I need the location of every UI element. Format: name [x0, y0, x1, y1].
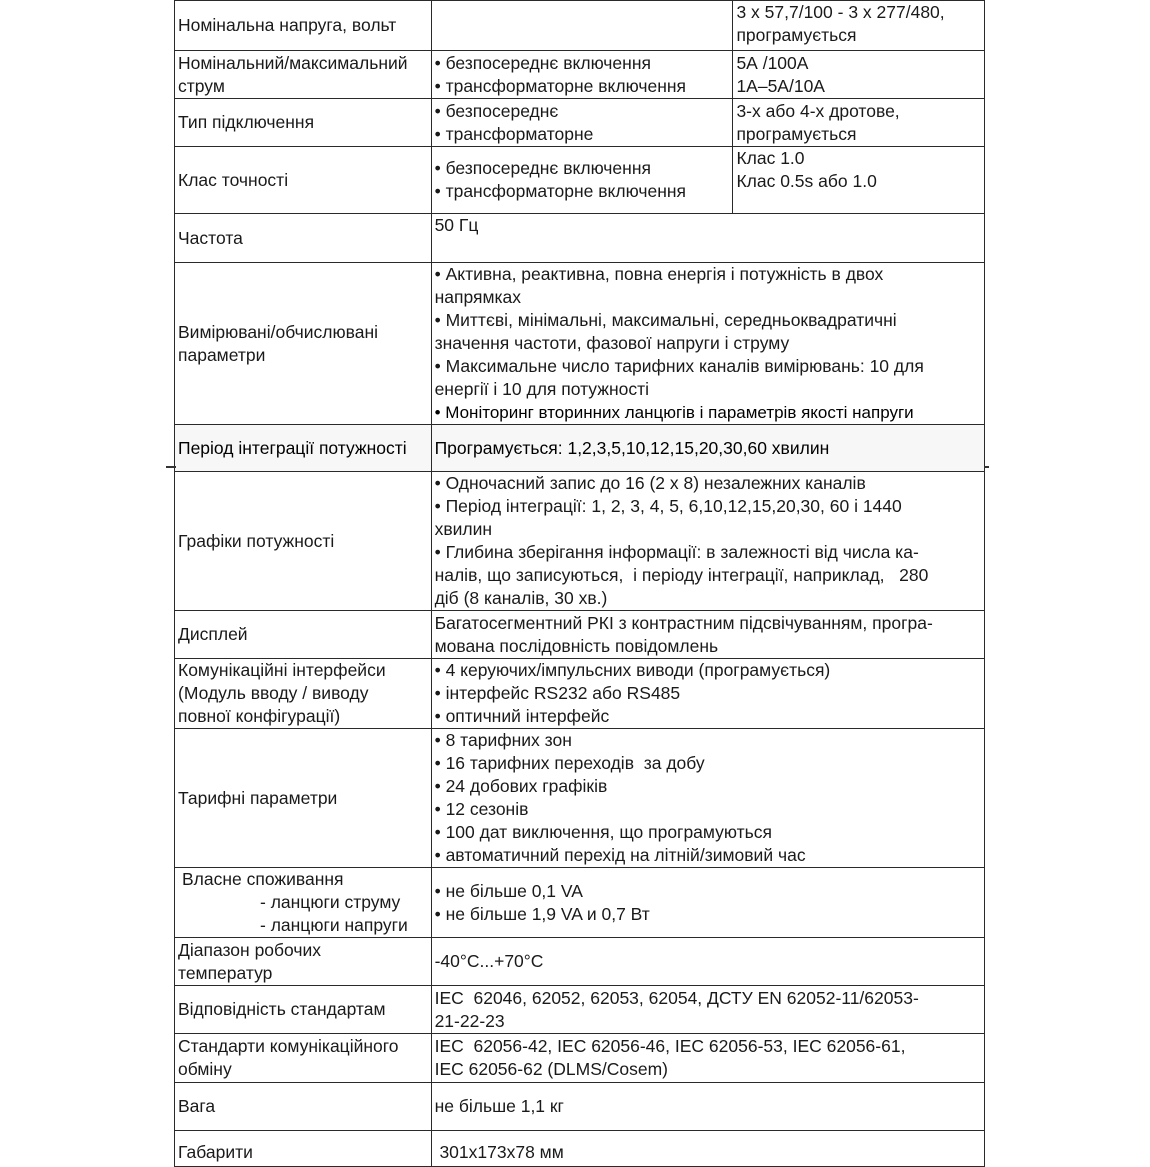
value-line: 301x173x78 мм	[434, 1142, 564, 1162]
value-line: програмується	[736, 123, 857, 144]
value-line: IEC 62056-42, IEC 62056-46, IEC 62056-53, IEC 62056-61,	[434, 1036, 906, 1056]
table-row	[175, 986, 985, 1034]
label-line: Вимірювані/обчислювані	[178, 321, 379, 342]
middle-line: • безпосереднє включення	[434, 52, 651, 73]
row-label	[175, 147, 432, 214]
label-line: - ланцюги напруги	[260, 915, 408, 935]
label-line: Комунікаційні інтерфейси	[178, 660, 386, 680]
value-line: напрямках	[434, 287, 522, 307]
row-label	[175, 986, 432, 1034]
label-line: Власне споживання	[182, 869, 344, 889]
row-label	[175, 99, 432, 147]
value-line: мована послідовність повідомлень	[434, 635, 719, 656]
row-label	[175, 659, 432, 729]
value-line: -40°C...+70°C	[434, 951, 544, 971]
row-value	[431, 1034, 984, 1083]
table-row	[175, 1083, 985, 1131]
value-line: значення частоти, фазової напруги і струму	[434, 333, 790, 353]
value-line: • 100 дат виключення, що програмуються	[434, 822, 772, 842]
label-line: Габарити	[178, 1142, 253, 1162]
value-line: 5А /100А	[736, 52, 809, 73]
value-line: Програмується: 1,2,3,5,10,12,15,20,30,60 хвилин	[434, 437, 830, 458]
row-label	[175, 1083, 432, 1131]
row-value	[431, 425, 984, 472]
row-label	[175, 472, 432, 611]
table-row	[175, 51, 985, 99]
label-line: параметри	[178, 344, 266, 365]
table-row	[175, 938, 985, 986]
label-line: Діапазон робочих	[178, 939, 322, 960]
row-value	[431, 729, 984, 868]
label-line: Відповідність стандартам	[178, 999, 386, 1019]
label-line: повної конфігурації)	[178, 706, 341, 726]
row-value	[431, 263, 984, 425]
row-value	[431, 1083, 984, 1131]
table-row	[175, 1131, 985, 1167]
row-label	[175, 938, 432, 986]
label-line: обміну	[178, 1059, 232, 1079]
row-label	[175, 425, 432, 472]
label-line: Тип підключення	[178, 112, 315, 132]
value-line: не більше 1,1 кг	[434, 1096, 564, 1116]
value-line: • не більше 0,1 VA	[434, 880, 583, 901]
value-line: • Активна, реактивна, повна енергія і потужність в двох	[434, 264, 884, 284]
row-value	[431, 938, 984, 986]
value-line: 3 х 57,7/100 - 3 х 277/480,	[736, 2, 945, 22]
value-line: • Моніторинг вторинних ланцюгів і параметрів якості напруги	[434, 403, 914, 422]
row-label	[175, 1131, 432, 1167]
row-value	[431, 659, 984, 729]
row-label	[175, 51, 432, 99]
value-line: 3-х або 4-х дротове,	[736, 100, 900, 121]
value-line: • інтерфейс RS232 або RS485	[434, 683, 681, 703]
label-line: Тарифні параметри	[178, 787, 338, 808]
value-line: • Період інтеграції: 1, 2, 3, 4, 5, 6,10,12,15,20,30, 60 і 1440	[434, 496, 902, 516]
table-row	[175, 99, 985, 147]
row-label	[175, 263, 432, 425]
value-line: • 4 керуючих/імпульсних виводи (програмується)	[434, 660, 831, 680]
table-row	[175, 214, 985, 263]
label-line: - ланцюги струму	[260, 892, 401, 912]
row-label	[175, 214, 432, 263]
row-value	[733, 51, 985, 99]
row-label	[175, 868, 432, 938]
row-label	[175, 1034, 432, 1083]
label-line: струм	[178, 75, 225, 96]
value-line: • Миттєві, мінімальні, максимальні, середньоквадратичні	[434, 310, 897, 330]
value-line: IEC 62056-62 (DLMS/Cosem)	[434, 1059, 668, 1079]
middle-line: • безпосереднє	[434, 100, 559, 121]
value-line: • 24 добових графіків	[434, 776, 608, 796]
row-middle	[431, 147, 733, 214]
middle-line: • трансформаторне включення	[434, 181, 687, 201]
label-line: (Модуль вводу / виводу	[178, 683, 369, 703]
table-row	[175, 729, 985, 868]
value-line: • автоматичний перехід на літній/зимовий час	[434, 845, 806, 865]
value-line: хвилин	[434, 519, 493, 539]
label-line: Період інтеграції потужності	[178, 437, 407, 458]
middle-line: • трансформаторне включення	[434, 75, 687, 96]
table-row	[175, 147, 985, 214]
value-line: • Максимальне число тарифних каналів вимірювань: 10 для	[434, 356, 924, 376]
value-line: програмується	[736, 25, 857, 45]
label-line: Номінальний/максимальний	[178, 52, 408, 73]
label-line: Вага	[178, 1096, 216, 1116]
row-value	[431, 611, 984, 659]
label-line: Номінальна напруга, вольт	[178, 15, 397, 35]
row-middle	[431, 1, 733, 51]
table-row	[175, 1, 985, 51]
table-row	[175, 659, 985, 729]
value-line: • 8 тарифних зон	[434, 730, 572, 750]
table-row	[175, 611, 985, 659]
scan-mark	[984, 466, 989, 468]
row-value	[431, 472, 984, 611]
row-value	[733, 147, 985, 214]
middle-line: • безпосереднє включення	[434, 158, 651, 178]
specifications-table	[174, 0, 985, 1167]
row-label	[175, 1, 432, 51]
value-line: Клас 1.0	[736, 148, 805, 168]
row-label	[175, 611, 432, 659]
label-line: Частота	[178, 227, 243, 248]
value-line: налів, що записуються, і періоду інтеграції, наприклад, 280	[434, 565, 929, 585]
value-line: енергії і 10 для потужності	[434, 379, 650, 399]
middle-line: • трансформаторне	[434, 123, 594, 144]
value-line: • 12 сезонів	[434, 799, 529, 819]
value-line: 1А–5А/10А	[736, 75, 825, 96]
row-value	[431, 1131, 984, 1167]
label-line: Графіки потужності	[178, 530, 335, 551]
value-line: • 16 тарифних переходів за добу	[434, 753, 705, 773]
row-label	[175, 729, 432, 868]
row-value	[431, 868, 984, 938]
value-line: діб (8 каналів, 30 хв.)	[434, 588, 608, 608]
row-value	[733, 1, 985, 51]
row-middle	[431, 51, 733, 99]
row-middle	[431, 99, 733, 147]
value-line: • Одночасний запис до 16 (2 х 8) незалежних каналів	[434, 473, 866, 493]
value-line: 50 Гц	[434, 215, 479, 235]
scan-mark	[166, 466, 176, 468]
row-value	[431, 986, 984, 1034]
table-row	[175, 1034, 985, 1083]
table-row	[175, 868, 985, 938]
label-line: Клас точності	[178, 169, 289, 190]
row-value	[431, 214, 984, 263]
label-line: Дисплей	[178, 624, 248, 644]
value-line: Багатосегментний РКІ з контрастним підсвічуванням, програ-	[434, 612, 933, 633]
label-line: температур	[178, 962, 273, 983]
value-line: 21-22-23	[434, 1010, 505, 1031]
value-line: IEC 62046, 62052, 62053, 62054, ДСТУ EN 62052-11/62053-	[434, 987, 919, 1008]
table-row	[175, 425, 985, 472]
row-value	[733, 99, 985, 147]
value-line: Клас 0.5s або 1.0	[736, 171, 877, 191]
value-line: • не більше 1,9 VA и 0,7 Вт	[434, 903, 650, 924]
table-row	[175, 472, 985, 611]
label-line: Стандарти комунікаційного	[178, 1036, 399, 1056]
value-line: • оптичний інтерфейс	[434, 706, 610, 726]
table-row	[175, 263, 985, 425]
value-line: • Глибина зберігання інформації: в залежності від числа ка-	[434, 542, 919, 562]
